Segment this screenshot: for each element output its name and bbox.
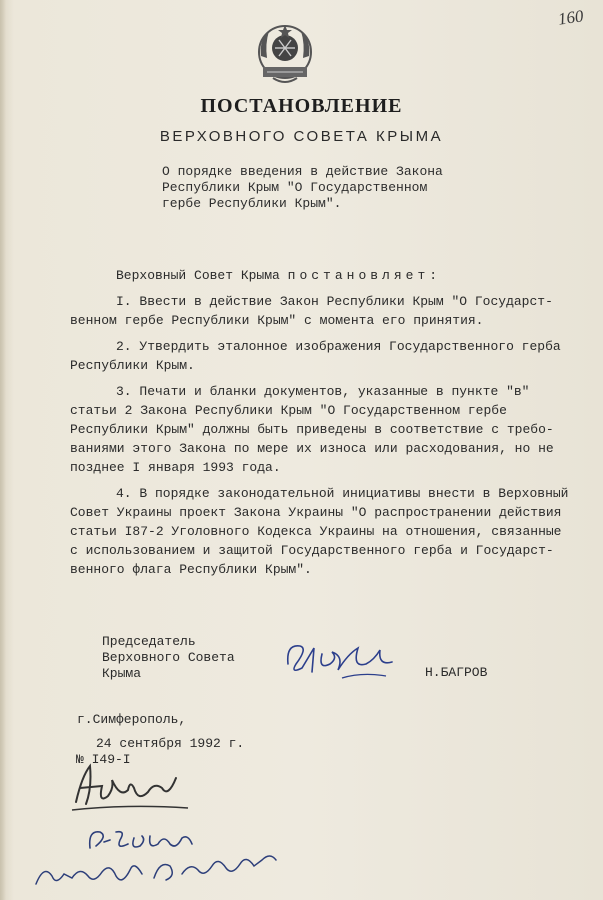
decree-item-2: 2. Утвердить эталонное изображения Государственного герба Республики Крым. (70, 339, 561, 373)
coat-of-arms-emblem-icon (253, 22, 317, 88)
decree-item-3: 3. Печати и бланки документов, указанные в пункте "в" статьи 2 Закона Республики Крым "О Государственном гербе Республики Крым" должны быть приведены в соответствие с требо- ваниями этого Закона по мере их износа или расходования, но не позднее I января 1993 года. (70, 384, 554, 475)
document-title: ПОСТАНОВЛЕНИЕ (200, 95, 403, 117)
archive-page-number: 160 (556, 6, 585, 29)
decree-body (70, 266, 585, 586)
visa-signature-3 (30, 846, 290, 894)
visa-signature-1 (68, 758, 198, 818)
document-subtitle: ВЕРХОВНОГО СОВЕТА КРЫМА (159, 128, 444, 145)
decree-item-1: I. Ввести в действие Закон Республики Крым "О Государст- венном гербе Республики Крым" с момента его принятия. (70, 294, 553, 328)
intro-verb: постановляет: (287, 268, 442, 283)
decree-item-4: 4. В порядке законодательной инициативы внести в Верховный Совет Украины проект Закона Украины "О распространении действия статьи I87-2 Уголовного Кодекса Украины на отношения, связанные с использованием и защитой Государственного герба и Государст- венного флага Республики Крым". (70, 486, 569, 577)
decree-intro (70, 266, 585, 285)
chairman-signature (282, 634, 412, 684)
decree-heading: О порядке введения в действие Закона Республики Крым "О Государственном гербе Республики Крым". (162, 164, 443, 211)
signatory-position: Председатель Верховного Совета Крыма (102, 634, 235, 681)
signer-name: Н.БАГРОВ (425, 665, 488, 680)
issue-date: 24 сентября 1992 г. (96, 736, 245, 751)
intro-prefix: Верховный Совет Крыма (116, 268, 288, 283)
decree-number: № I49-I (76, 752, 131, 767)
issue-place: г.Симферополь, (77, 712, 187, 727)
